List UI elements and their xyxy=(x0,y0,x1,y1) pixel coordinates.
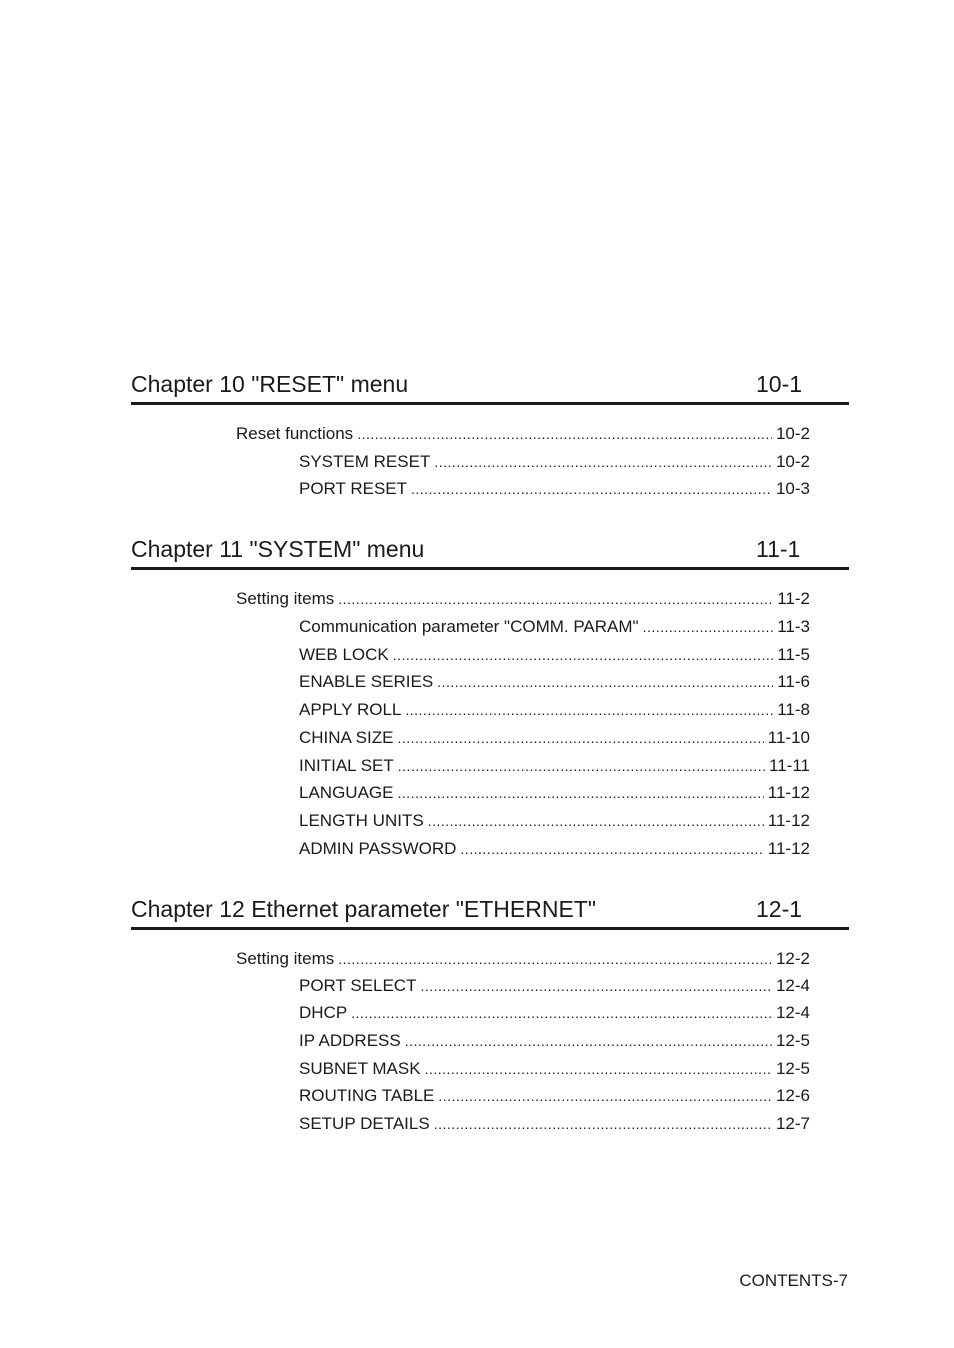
toc-entry[interactable] xyxy=(299,1030,810,1052)
toc-entry-page: 11-2 xyxy=(777,589,810,608)
toc-entry-page: 12-4 xyxy=(775,976,810,995)
toc-entry[interactable] xyxy=(299,727,810,749)
toc-entry-page: 12-2 xyxy=(775,949,810,968)
toc-entry-label: WEB LOCK xyxy=(299,645,389,664)
toc-leader-dots xyxy=(643,616,774,638)
toc-entry-page: 12-5 xyxy=(775,1031,810,1050)
toc-entry-label: SUBNET MASK xyxy=(299,1059,421,1078)
toc-entry-label: PORT SELECT xyxy=(299,976,417,995)
toc-leader-dots xyxy=(351,1002,772,1024)
toc-leader-dots xyxy=(405,1030,772,1052)
toc-entry[interactable] xyxy=(299,755,810,777)
toc-entry-label: ADMIN PASSWORD xyxy=(299,839,457,858)
chapter-title: Chapter 10 "RESET" menu xyxy=(131,371,409,397)
chapter-10 xyxy=(131,369,849,498)
toc-entry-label: Communication parameter "COMM. PARAM" xyxy=(299,617,639,636)
toc-entry-page: 10-2 xyxy=(775,452,810,471)
chapter-rule xyxy=(131,567,849,570)
toc-entry-page: 11-3 xyxy=(777,617,810,636)
toc-entry[interactable] xyxy=(299,451,810,473)
toc-entry-label: IP ADDRESS xyxy=(299,1031,401,1050)
toc-entry-page: 10-2 xyxy=(775,424,810,443)
toc-entry-page: 12-4 xyxy=(775,1003,810,1022)
toc-entry-page: 11-11 xyxy=(769,756,810,775)
toc-entry-page: 11-12 xyxy=(767,839,810,858)
toc-leader-dots xyxy=(398,755,765,777)
toc-entry-page: 10-3 xyxy=(775,479,810,498)
chapter-12 xyxy=(131,894,849,1133)
toc-entry-label: SETUP DETAILS xyxy=(299,1114,430,1133)
toc-entry[interactable] xyxy=(299,478,810,500)
toc-entry-label: INITIAL SET xyxy=(299,756,394,775)
toc-entry[interactable] xyxy=(299,616,810,638)
toc-entry-label: SYSTEM RESET xyxy=(299,452,431,471)
toc-leader-dots xyxy=(460,838,763,860)
toc-entry[interactable] xyxy=(236,588,810,610)
chapter-rule xyxy=(131,402,849,405)
chapter-heading xyxy=(131,894,849,924)
toc-entry[interactable] xyxy=(299,671,810,693)
toc-entry[interactable] xyxy=(299,838,810,860)
toc-leader-dots xyxy=(425,1058,772,1080)
toc-entry-label: DHCP xyxy=(299,1003,348,1022)
toc-entry-page: 11-5 xyxy=(777,645,810,664)
page-footer-label: CONTENTS-7 xyxy=(739,1271,848,1290)
toc-leader-dots xyxy=(434,1113,772,1135)
toc-entry-label: Setting items xyxy=(236,949,335,968)
chapter-page: 10-1 xyxy=(756,371,803,397)
toc-leader-dots xyxy=(437,671,773,693)
toc-leader-dots xyxy=(338,948,772,970)
chapter-title: Chapter 11 "SYSTEM" menu xyxy=(131,536,425,562)
toc-leader-dots xyxy=(393,644,773,666)
toc-entry[interactable] xyxy=(299,1058,810,1080)
toc-leader-dots xyxy=(397,782,763,804)
toc-leader-dots xyxy=(357,423,772,445)
chapter-title: Chapter 12 Ethernet parameter "ETHERNET" xyxy=(131,896,597,922)
chapter-page: 11-1 xyxy=(756,536,801,562)
toc-leader-dots xyxy=(420,975,772,997)
toc-entry-page: 11-12 xyxy=(767,811,810,830)
toc-entry[interactable] xyxy=(299,644,810,666)
toc-entry-page: 11-10 xyxy=(767,728,810,747)
toc-entry-label: CHINA SIZE xyxy=(299,728,394,747)
chapter-rule xyxy=(131,927,849,930)
toc-entry-page: 11-6 xyxy=(777,672,810,691)
toc-entry-label: Setting items xyxy=(236,589,335,608)
chapter-11 xyxy=(131,534,849,858)
toc-entry[interactable] xyxy=(299,975,810,997)
chapter-heading xyxy=(131,369,849,399)
toc-leader-dots xyxy=(438,1085,772,1107)
toc-entry-page: 12-5 xyxy=(775,1059,810,1078)
toc-leader-dots xyxy=(405,699,773,721)
toc-entry[interactable] xyxy=(299,1002,810,1024)
toc-entry-label: PORT RESET xyxy=(299,479,408,498)
toc-leader-dots xyxy=(434,451,772,473)
toc-entry[interactable] xyxy=(299,782,810,804)
toc-entry-label: Reset functions xyxy=(236,424,354,443)
toc-leader-dots xyxy=(411,478,772,500)
toc-entry-page: 11-8 xyxy=(777,700,810,719)
toc-entry-label: LANGUAGE xyxy=(299,783,394,802)
toc-entry-label: APPLY ROLL xyxy=(299,700,402,719)
toc-entry-label: ROUTING TABLE xyxy=(299,1086,435,1105)
chapter-page: 12-1 xyxy=(756,896,803,922)
toc-leader-dots xyxy=(397,727,763,749)
toc-entry-label: ENABLE SERIES xyxy=(299,672,434,691)
toc-entry[interactable] xyxy=(299,1113,810,1135)
toc-entry[interactable] xyxy=(299,1085,810,1107)
toc-entry[interactable] xyxy=(299,810,810,832)
toc-leader-dots xyxy=(428,810,764,832)
toc-entry[interactable] xyxy=(236,423,810,445)
toc-entry-page: 12-6 xyxy=(775,1086,810,1105)
toc-entry-label: LENGTH UNITS xyxy=(299,811,424,830)
toc-leader-dots xyxy=(338,588,773,610)
toc-entry[interactable] xyxy=(299,699,810,721)
toc-entry-page: 12-7 xyxy=(775,1114,810,1133)
chapter-heading xyxy=(131,534,849,564)
toc-entry[interactable] xyxy=(236,948,810,970)
toc-entry-page: 11-12 xyxy=(767,783,810,802)
